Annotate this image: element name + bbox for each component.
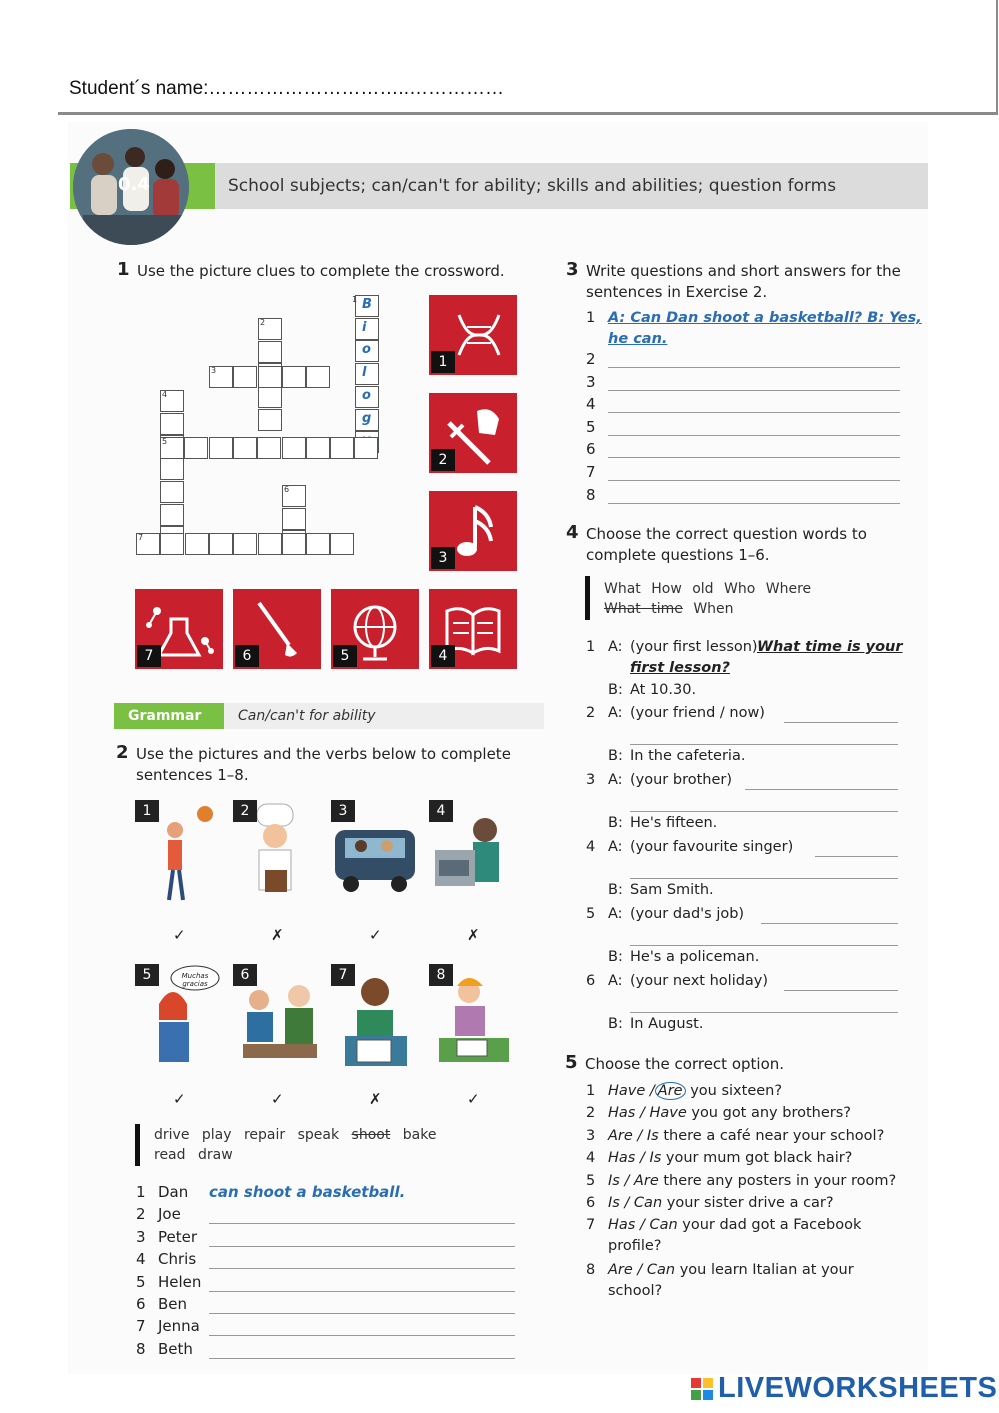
- crossword-cell-1-down[interactable]: [355, 363, 379, 385]
- ex2-row-number: 6: [136, 1295, 146, 1313]
- crossword-cell-7-across[interactable]: [160, 533, 184, 555]
- ex5-item-number: 5: [586, 1172, 596, 1189]
- crossword-cell-5-across[interactable]: [209, 437, 233, 459]
- qwords-line1: What How old Who Where: [604, 581, 812, 597]
- ex5-sentence-cont: school?: [608, 1283, 663, 1300]
- ex4-a-label: A:: [608, 973, 623, 989]
- ex2-row-name: Jenna: [158, 1317, 200, 1336]
- ex4-item-number: 4: [586, 839, 596, 855]
- ex4-question-prompt: (your friend / now): [630, 705, 765, 721]
- crossword-cell-3-across[interactable]: [306, 366, 330, 388]
- crossword-clue-number: 6: [284, 485, 290, 494]
- ex3-row-number: 5: [586, 417, 596, 436]
- crossword-cell-5-across[interactable]: [233, 437, 257, 459]
- clue-tile-number: 6: [235, 645, 259, 667]
- ex5-options[interactable]: Has / Can: [608, 1217, 678, 1234]
- ex2-picture: [331, 800, 417, 908]
- ex4-wordbox-bar: [585, 576, 590, 620]
- crossword-cell-7-across[interactable]: [282, 533, 306, 555]
- ex4-number: 4: [566, 522, 579, 543]
- ex5-item-number: 3: [586, 1127, 596, 1144]
- ex4-reply: In August.: [630, 1016, 704, 1032]
- ex3-row-number: 2: [586, 350, 596, 368]
- ex2-answer-line[interactable]: [209, 1246, 515, 1247]
- ex4-answer-line[interactable]: [745, 789, 898, 790]
- crossword-cell-5-across[interactable]: [257, 437, 281, 459]
- ex5-sentence: there a café near your school?: [663, 1127, 885, 1144]
- ex2-picture-number: 1: [135, 800, 159, 822]
- ex4-item-number: 6: [586, 973, 596, 989]
- ex4-question-prompt: (your dad's job): [630, 906, 745, 922]
- clue-tile: [429, 393, 517, 473]
- ex5-circled-option[interactable]: Are: [655, 1082, 686, 1100]
- ex4-item-number: 1: [586, 639, 596, 655]
- ex2-picture: [135, 800, 221, 908]
- crossword-cell-5-across[interactable]: [282, 437, 306, 459]
- ex5-item: [586, 1215, 906, 1257]
- ex4-item-number: 5: [586, 906, 596, 922]
- ex5-item-number: 6: [586, 1195, 596, 1211]
- ex4-b-label: B:: [608, 748, 623, 764]
- ex3-row-number: 8: [586, 485, 596, 504]
- ex2-row: [136, 1317, 200, 1335]
- ex4-item-number: 3: [586, 772, 596, 788]
- ex4-a-label: A:: [608, 839, 623, 855]
- ex5-item: [586, 1081, 906, 1102]
- speech-bubble-text: Muchas gracias: [181, 972, 209, 988]
- ex4-answer-line-2[interactable]: [630, 744, 898, 745]
- ex2-row: [136, 1273, 201, 1291]
- ex4-reply: He's a policeman.: [630, 949, 760, 965]
- crossword-cell-7-across[interactable]: [185, 533, 209, 555]
- grammar-tag: Grammar: [114, 703, 224, 729]
- ex2-row-number: 3: [136, 1227, 146, 1246]
- ability-mark: ✓: [271, 1090, 284, 1108]
- ex5-sentence: you got any brothers?: [691, 1105, 851, 1122]
- crossword-cell-7-across[interactable]: [330, 533, 354, 555]
- ex2-answer-line[interactable]: [209, 1335, 515, 1336]
- ability-mark: ✓: [173, 1090, 186, 1108]
- ex5-item: [586, 1171, 906, 1192]
- ex2-picture-number: 3: [331, 800, 355, 822]
- crossword-cell-4-down[interactable]: [160, 413, 184, 435]
- ex5-item-number: 8: [586, 1262, 596, 1279]
- ex5-options[interactable]: Are / Is: [608, 1127, 659, 1144]
- ex4-answer-line-2[interactable]: [630, 878, 898, 879]
- ex4-reply: Sam Smith.: [630, 882, 714, 898]
- clue-tile-number: 5: [333, 645, 357, 667]
- ex2-answer-line[interactable]: [209, 1313, 515, 1314]
- crossword-cell-4-down[interactable]: [160, 458, 184, 480]
- ex4-reply: He's fifteen.: [630, 815, 718, 831]
- ex4-b-label: B:: [608, 882, 623, 898]
- ex5-sentence-cont: profile?: [608, 1238, 662, 1255]
- ability-mark: ✗: [467, 926, 480, 944]
- ex2-instruction: Use the pictures and the verbs below to complete sentences 1–8.: [136, 745, 511, 784]
- ex2-answer-line[interactable]: [209, 1291, 515, 1292]
- ability-mark: ✗: [369, 1090, 382, 1108]
- ex4-answer: What time is your: [757, 639, 903, 655]
- ex2-row-number: 2: [136, 1205, 146, 1224]
- ex5-options[interactable]: Has / Have: [608, 1105, 687, 1122]
- ex2-number: 2: [116, 742, 129, 763]
- crossword-cell-3-across[interactable]: [282, 366, 306, 388]
- ex4-reply: In the cafeteria.: [630, 748, 746, 764]
- ex2-picture-number: 8: [429, 964, 453, 986]
- unit-title: School subjects; can/can't for ability; skills and abilities; question forms: [228, 176, 837, 196]
- ex2-picture: [233, 964, 319, 1072]
- ex5-item-number: 7: [586, 1217, 596, 1234]
- ex5-item: [586, 1126, 906, 1147]
- crossword-cell-4-down[interactable]: [160, 481, 184, 503]
- ex5-sentence: your sister drive a car?: [666, 1195, 834, 1211]
- crossword-clue-number: 3: [211, 366, 217, 375]
- ex2-row: [136, 1340, 193, 1358]
- clue-tile: [429, 589, 517, 669]
- ex2-row-name: Ben: [158, 1295, 188, 1313]
- ex2-picture: [429, 964, 515, 1072]
- crossword-clue-number: 7: [138, 533, 144, 542]
- ex3-heading: [566, 259, 906, 303]
- crossword-clue-number: 1: [352, 295, 358, 304]
- ex5-item-number: 1: [586, 1083, 596, 1099]
- ex4-heading: [566, 522, 906, 566]
- ex3-example-line1: A: Can Dan shoot a basketball? B: Yes,: [608, 310, 922, 326]
- crossword-clue-number: 2: [260, 318, 266, 327]
- ex4-item-number: 2: [586, 705, 596, 721]
- clue-tile: [429, 295, 517, 375]
- ex3-answer-line[interactable]: [608, 412, 900, 413]
- ex2-row-name: Helen: [158, 1272, 202, 1291]
- ex2-heading: [116, 742, 526, 786]
- liveworksheets-logo-icon: [691, 1378, 713, 1400]
- ex4-instruction: Choose the correct question words to complete questions 1–6.: [586, 525, 867, 564]
- ex2-row-name: Joe: [158, 1205, 181, 1224]
- crossword-cell-5-across[interactable]: [330, 437, 354, 459]
- crossword-cell-7-across[interactable]: [258, 533, 282, 555]
- crossword-cell-4-down[interactable]: [160, 504, 184, 526]
- verb-after: bake: [402, 1127, 437, 1143]
- ex4-answer-line[interactable]: [761, 923, 898, 924]
- crossword-clue-number: 5: [162, 437, 168, 446]
- ex2-picture-number: 5: [135, 964, 159, 986]
- crossword-cell-6-down[interactable]: [282, 508, 306, 530]
- ex2-row-number: 8: [136, 1339, 146, 1358]
- ex3-row-number: 4: [586, 395, 596, 414]
- ex4-question-prompt: (your next holiday): [630, 973, 769, 989]
- ex4-question-prompt: (your first lesson): [630, 639, 758, 655]
- clue-tile: [135, 589, 223, 669]
- clue-tile: [429, 491, 517, 571]
- ex4-b-label: B:: [608, 815, 623, 831]
- qword-after: When: [693, 601, 734, 617]
- ex1-instruction: Use the picture clues to complete the crossword.: [137, 262, 505, 280]
- ex5-sentence: your dad got a Facebook: [682, 1217, 862, 1234]
- crossword-cell-2-down[interactable]: [258, 409, 282, 431]
- ex2-row-name: Dan: [158, 1183, 189, 1201]
- ex3-row-number: 7: [586, 463, 596, 481]
- ex5-item: [586, 1193, 906, 1214]
- ex5-item: [586, 1260, 906, 1302]
- ex4-answer-line[interactable]: [784, 722, 898, 723]
- ex2-row-number: 1: [136, 1183, 146, 1201]
- ex4-answer-line[interactable]: [815, 856, 898, 857]
- ex2-row-answer: can shoot a basketball.: [209, 1183, 406, 1201]
- crossword-cell-1-down[interactable]: [355, 318, 379, 340]
- ex4-word-box: [604, 579, 811, 619]
- crossword-cell-5-across[interactable]: [306, 437, 330, 459]
- ex4-b-label: B:: [608, 682, 623, 698]
- ex2-answer-line[interactable]: [209, 1358, 515, 1359]
- ex5-sentence: you sixteen?: [690, 1083, 783, 1099]
- ex4-answer-line-2[interactable]: [630, 811, 898, 812]
- clue-tile: [331, 589, 419, 669]
- student-name-label: Student´s name:…………………………..……………: [69, 78, 504, 99]
- ex4-reply: At 10.30.: [630, 682, 697, 698]
- crossword-cell-3-across[interactable]: [258, 366, 282, 388]
- ex3-example-line2: he can.: [608, 331, 668, 347]
- ex2-picture: [331, 964, 417, 1072]
- clue-tile-number: 1: [431, 351, 455, 373]
- ex5-sentence: there any posters in your room?: [663, 1172, 897, 1189]
- ex3-number: 3: [566, 259, 579, 280]
- crossword-cell-2-down[interactable]: [258, 386, 282, 408]
- clue-tile-number: 2: [431, 449, 455, 471]
- crossword-clue-number: 4: [162, 390, 168, 399]
- crossword-letter: o: [362, 387, 371, 403]
- ex3-instruction: Write questions and short answers for the sentences in Exercise 2.: [586, 262, 901, 301]
- unit-number: 0.4: [118, 174, 150, 195]
- ex2-picture-number: 6: [233, 964, 257, 986]
- ex2-picture-number: 2: [233, 800, 257, 822]
- ex5-instruction: Choose the correct option.: [585, 1055, 785, 1073]
- ex5-options[interactable]: Is / Can: [608, 1195, 663, 1211]
- crossword-cell-7-across[interactable]: [233, 533, 257, 555]
- ex5-item: [586, 1103, 906, 1124]
- ex1-number: 1: [117, 259, 130, 280]
- ex5-number: 5: [565, 1052, 578, 1073]
- ex2-picture-number: 7: [331, 964, 355, 986]
- ex5-options[interactable]: Has / Is: [608, 1150, 662, 1167]
- ex2-picture: [135, 964, 221, 1072]
- verbs-line2: read draw: [154, 1147, 233, 1163]
- ex2-picture: [233, 800, 319, 908]
- liveworksheets-brand: LIVEWORKSHEETS: [718, 1372, 998, 1404]
- clue-tile-number: 3: [431, 547, 455, 569]
- ex2-row: [136, 1183, 188, 1201]
- ex2-row-name: Chris: [158, 1250, 197, 1269]
- ex2-row-number: 5: [136, 1272, 146, 1291]
- crossword-cell-7-across[interactable]: [209, 533, 233, 555]
- ex4-answer-line-2[interactable]: [630, 1012, 898, 1013]
- crossword-cell-7-across[interactable]: [306, 533, 330, 555]
- ex5-options[interactable]: Is / Are: [608, 1172, 659, 1189]
- ex4-question-prompt: (your brother): [630, 772, 733, 788]
- ex3-example: [586, 308, 922, 350]
- clue-tile-number: 7: [137, 645, 161, 667]
- ex5-item-number: 2: [586, 1105, 596, 1122]
- ex2-row-number: 4: [136, 1250, 146, 1269]
- ex4-answer-line[interactable]: [784, 990, 898, 991]
- verb-struck: shoot: [351, 1127, 391, 1143]
- ex4-a-label: A:: [608, 705, 623, 721]
- crossword-letter: g: [362, 410, 372, 426]
- ex5-heading: [565, 1052, 905, 1075]
- crossword-letter: o: [362, 342, 371, 358]
- ex5-options[interactable]: Are / Can: [608, 1262, 676, 1279]
- ex2-row-name: Peter: [158, 1227, 198, 1246]
- ex1-heading: [117, 259, 505, 282]
- ex4-b-label: B:: [608, 1016, 623, 1032]
- grammar-title: Can/can't for ability: [238, 708, 376, 724]
- ex5-item: [586, 1148, 906, 1169]
- ex2-row: [136, 1228, 197, 1246]
- ex3-row-number: 6: [586, 440, 596, 459]
- clue-tile: [233, 589, 321, 669]
- ex5-sentence: you learn Italian at your: [679, 1262, 854, 1279]
- ex3-answer-line[interactable]: [608, 457, 900, 458]
- crossword-cell-5-across[interactable]: [354, 437, 378, 459]
- ex2-picture: [429, 800, 515, 908]
- ex4-answer-line-2[interactable]: [630, 945, 898, 946]
- ex2-answer-line[interactable]: [209, 1268, 515, 1269]
- crossword-cell-2-down[interactable]: [258, 341, 282, 363]
- qword-struck: What time: [604, 601, 683, 617]
- ex2-row-name: Beth: [158, 1339, 193, 1358]
- ex4-question-prompt: (your favourite singer): [630, 839, 794, 855]
- clue-tile-number: 4: [431, 645, 455, 667]
- ex5-item-number: 4: [586, 1150, 596, 1167]
- ex4-a-label: A:: [608, 772, 623, 788]
- ex3-answer-line[interactable]: [608, 367, 900, 368]
- ex4-b-label: B:: [608, 949, 623, 965]
- ex3-answer-line[interactable]: [608, 480, 900, 481]
- ex3-answer-line[interactable]: [608, 390, 900, 391]
- ex2-verb-box: [154, 1125, 436, 1165]
- ex3-example-number: 1: [586, 310, 596, 326]
- ex2-answer-line[interactable]: [209, 1223, 515, 1224]
- ex4-answer-cont: first lesson?: [630, 660, 730, 676]
- ex2-wordbox-bar: [135, 1124, 140, 1166]
- ex2-row: [136, 1250, 196, 1268]
- crossword-cell-3-across[interactable]: [233, 366, 257, 388]
- ability-mark: ✓: [369, 926, 382, 944]
- ex3-row-number: 3: [586, 372, 596, 391]
- ex2-picture-number: 4: [429, 800, 453, 822]
- ex2-row: [136, 1205, 181, 1223]
- ex5-sentence: your mum got black hair?: [665, 1150, 853, 1167]
- ability-mark: ✓: [173, 926, 186, 944]
- ex2-row: [136, 1295, 187, 1313]
- ex5-options[interactable]: Have /: [608, 1083, 655, 1099]
- ability-mark: ✗: [271, 926, 284, 944]
- crossword-letter: l: [362, 365, 367, 381]
- ex2-row-number: 7: [136, 1317, 146, 1336]
- verbs-line1: drive play repair speak: [154, 1127, 340, 1143]
- crossword-cell-5-across[interactable]: [184, 437, 208, 459]
- ex3-answer-line[interactable]: [608, 435, 900, 436]
- crossword-letter: B: [362, 297, 372, 312]
- ex3-answer-line[interactable]: [608, 503, 900, 504]
- crossword-letter: i: [362, 319, 367, 335]
- ex4-a-label: A:: [608, 906, 623, 922]
- ability-mark: ✓: [467, 1090, 480, 1108]
- ex4-a-label: A:: [608, 639, 623, 655]
